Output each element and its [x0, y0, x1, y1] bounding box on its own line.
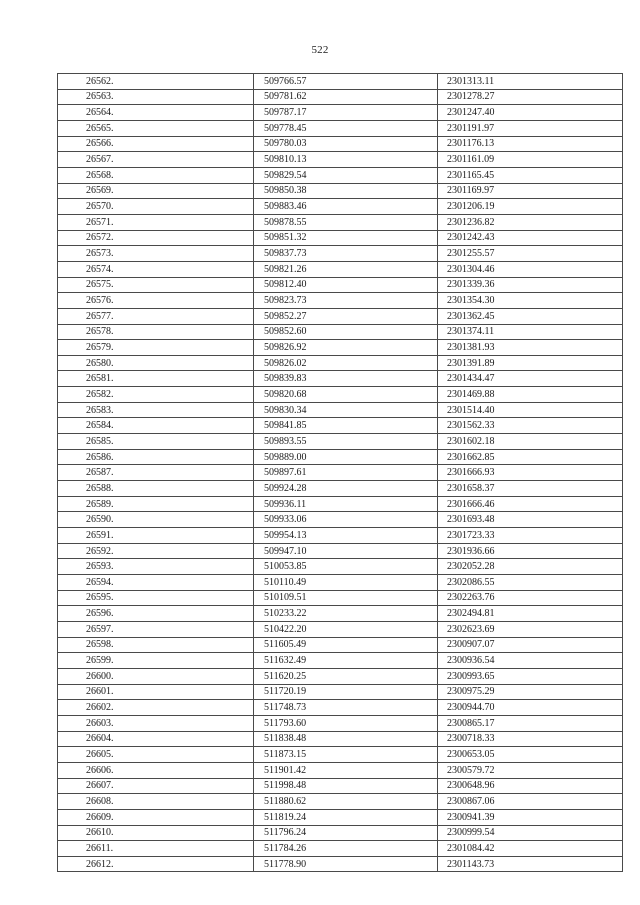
- coordinates-table: [57, 73, 623, 872]
- x-coordinate-cell: 509820.68: [254, 387, 438, 403]
- table-row: [58, 199, 623, 215]
- table-row: [58, 293, 623, 309]
- y-coordinate-cell: 2301391.89: [438, 355, 623, 371]
- x-coordinate-cell: 509852.27: [254, 308, 438, 324]
- point-number-cell: 26611.: [58, 841, 254, 857]
- point-number-cell: 26584.: [58, 418, 254, 434]
- y-coordinate-cell: 2300993.65: [438, 668, 623, 684]
- y-coordinate-cell: 2301161.09: [438, 152, 623, 168]
- table-row: [58, 762, 623, 778]
- x-coordinate-cell: 511819.24: [254, 809, 438, 825]
- point-number-cell: 26580.: [58, 355, 254, 371]
- point-number-cell: 26598.: [58, 637, 254, 653]
- y-coordinate-cell: 2300865.17: [438, 715, 623, 731]
- y-coordinate-cell: 2301723.33: [438, 528, 623, 544]
- x-coordinate-cell: 509810.13: [254, 152, 438, 168]
- table-row: [58, 105, 623, 121]
- x-coordinate-cell: 509889.00: [254, 449, 438, 465]
- table-row: [58, 371, 623, 387]
- table-row: [58, 668, 623, 684]
- table-row: [58, 841, 623, 857]
- y-coordinate-cell: 2301662.85: [438, 449, 623, 465]
- point-number-cell: 26604.: [58, 731, 254, 747]
- y-coordinate-cell: 2301514.40: [438, 402, 623, 418]
- point-number-cell: 26608.: [58, 794, 254, 810]
- point-number-cell: 26600.: [58, 668, 254, 684]
- table-row: [58, 214, 623, 230]
- point-number-cell: 26593.: [58, 559, 254, 575]
- point-number-cell: 26601.: [58, 684, 254, 700]
- x-coordinate-cell: 509812.40: [254, 277, 438, 293]
- y-coordinate-cell: 2301362.45: [438, 308, 623, 324]
- y-coordinate-cell: 2301381.93: [438, 340, 623, 356]
- table-row: [58, 809, 623, 825]
- x-coordinate-cell: 509852.60: [254, 324, 438, 340]
- table-row: [58, 418, 623, 434]
- point-number-cell: 26588.: [58, 481, 254, 497]
- coordinates-table-container: [57, 73, 572, 872]
- table-row: [58, 183, 623, 199]
- x-coordinate-cell: 509924.28: [254, 481, 438, 497]
- y-coordinate-cell: 2301562.33: [438, 418, 623, 434]
- point-number-cell: 26599.: [58, 653, 254, 669]
- table-row: [58, 340, 623, 356]
- point-number-cell: 26572.: [58, 230, 254, 246]
- x-coordinate-cell: 509766.57: [254, 74, 438, 90]
- y-coordinate-cell: 2301666.46: [438, 496, 623, 512]
- x-coordinate-cell: 509841.85: [254, 418, 438, 434]
- point-number-cell: 26607.: [58, 778, 254, 794]
- table-row: [58, 355, 623, 371]
- x-coordinate-cell: 511873.15: [254, 747, 438, 763]
- point-number-cell: 26562.: [58, 74, 254, 90]
- point-number-cell: 26579.: [58, 340, 254, 356]
- x-coordinate-cell: 511998.48: [254, 778, 438, 794]
- x-coordinate-cell: 511880.62: [254, 794, 438, 810]
- table-row: [58, 481, 623, 497]
- coordinates-table-body: [58, 74, 623, 872]
- y-coordinate-cell: 2301255.57: [438, 246, 623, 262]
- point-number-cell: 26564.: [58, 105, 254, 121]
- x-coordinate-cell: 509897.61: [254, 465, 438, 481]
- table-row: [58, 590, 623, 606]
- y-coordinate-cell: 2301084.42: [438, 841, 623, 857]
- table-row: [58, 621, 623, 637]
- table-row: [58, 465, 623, 481]
- table-row: [58, 606, 623, 622]
- table-row: [58, 856, 623, 872]
- x-coordinate-cell: 511632.49: [254, 653, 438, 669]
- y-coordinate-cell: 2301278.27: [438, 89, 623, 105]
- table-row: [58, 543, 623, 559]
- x-coordinate-cell: 510233.22: [254, 606, 438, 622]
- page-number: 522: [311, 44, 329, 56]
- table-row: [58, 559, 623, 575]
- x-coordinate-cell: 510109.51: [254, 590, 438, 606]
- point-number-cell: 26583.: [58, 402, 254, 418]
- x-coordinate-cell: 511838.48: [254, 731, 438, 747]
- point-number-cell: 26567.: [58, 152, 254, 168]
- point-number-cell: 26606.: [58, 762, 254, 778]
- point-number-cell: 26594.: [58, 575, 254, 591]
- x-coordinate-cell: 509837.73: [254, 246, 438, 262]
- point-number-cell: 26574.: [58, 261, 254, 277]
- point-number-cell: 26603.: [58, 715, 254, 731]
- table-row: [58, 261, 623, 277]
- point-number-cell: 26570.: [58, 199, 254, 215]
- x-coordinate-cell: 509780.03: [254, 136, 438, 152]
- y-coordinate-cell: 2301206.19: [438, 199, 623, 215]
- x-coordinate-cell: 510053.85: [254, 559, 438, 575]
- x-coordinate-cell: 509851.32: [254, 230, 438, 246]
- x-coordinate-cell: 511748.73: [254, 700, 438, 716]
- y-coordinate-cell: 2302623.69: [438, 621, 623, 637]
- x-coordinate-cell: 509878.55: [254, 214, 438, 230]
- x-coordinate-cell: 509826.92: [254, 340, 438, 356]
- y-coordinate-cell: 2301169.97: [438, 183, 623, 199]
- x-coordinate-cell: 511793.60: [254, 715, 438, 731]
- x-coordinate-cell: 509787.17: [254, 105, 438, 121]
- x-coordinate-cell: 509781.62: [254, 89, 438, 105]
- table-row: [58, 575, 623, 591]
- y-coordinate-cell: 2300867.06: [438, 794, 623, 810]
- x-coordinate-cell: 511620.25: [254, 668, 438, 684]
- point-number-cell: 26571.: [58, 214, 254, 230]
- x-coordinate-cell: 511901.42: [254, 762, 438, 778]
- x-coordinate-cell: 511796.24: [254, 825, 438, 841]
- y-coordinate-cell: 2300999.54: [438, 825, 623, 841]
- point-number-cell: 26605.: [58, 747, 254, 763]
- y-coordinate-cell: 2301693.48: [438, 512, 623, 528]
- table-row: [58, 794, 623, 810]
- x-coordinate-cell: 509936.11: [254, 496, 438, 512]
- table-row: [58, 120, 623, 136]
- x-coordinate-cell: 511784.26: [254, 841, 438, 857]
- table-row: [58, 825, 623, 841]
- point-number-cell: 26590.: [58, 512, 254, 528]
- x-coordinate-cell: 510422.20: [254, 621, 438, 637]
- y-coordinate-cell: 2301176.13: [438, 136, 623, 152]
- table-row: [58, 684, 623, 700]
- x-coordinate-cell: 509830.34: [254, 402, 438, 418]
- y-coordinate-cell: 2300936.54: [438, 653, 623, 669]
- y-coordinate-cell: 2300944.70: [438, 700, 623, 716]
- point-number-cell: 26609.: [58, 809, 254, 825]
- point-number-cell: 26576.: [58, 293, 254, 309]
- y-coordinate-cell: 2301236.82: [438, 214, 623, 230]
- x-coordinate-cell: 511778.90: [254, 856, 438, 872]
- point-number-cell: 26565.: [58, 120, 254, 136]
- y-coordinate-cell: 2301936.66: [438, 543, 623, 559]
- y-coordinate-cell: 2302263.76: [438, 590, 623, 606]
- y-coordinate-cell: 2301602.18: [438, 434, 623, 450]
- point-number-cell: 26582.: [58, 387, 254, 403]
- table-row: [58, 778, 623, 794]
- x-coordinate-cell: 511605.49: [254, 637, 438, 653]
- y-coordinate-cell: 2301304.46: [438, 261, 623, 277]
- y-coordinate-cell: 2301242.43: [438, 230, 623, 246]
- x-coordinate-cell: 510110.49: [254, 575, 438, 591]
- table-row: [58, 731, 623, 747]
- point-number-cell: 26569.: [58, 183, 254, 199]
- table-row: [58, 324, 623, 340]
- x-coordinate-cell: 509826.02: [254, 355, 438, 371]
- y-coordinate-cell: 2300648.96: [438, 778, 623, 794]
- y-coordinate-cell: 2301374.11: [438, 324, 623, 340]
- table-row: [58, 152, 623, 168]
- point-number-cell: 26596.: [58, 606, 254, 622]
- y-coordinate-cell: 2301313.11: [438, 74, 623, 90]
- table-row: [58, 747, 623, 763]
- point-number-cell: 26585.: [58, 434, 254, 450]
- y-coordinate-cell: 2301469.88: [438, 387, 623, 403]
- table-row: [58, 449, 623, 465]
- table-row: [58, 89, 623, 105]
- x-coordinate-cell: 509778.45: [254, 120, 438, 136]
- table-row: [58, 246, 623, 262]
- point-number-cell: 26597.: [58, 621, 254, 637]
- point-number-cell: 26575.: [58, 277, 254, 293]
- point-number-cell: 26602.: [58, 700, 254, 716]
- table-row: [58, 387, 623, 403]
- y-coordinate-cell: 2301666.93: [438, 465, 623, 481]
- table-row: [58, 653, 623, 669]
- table-row: [58, 74, 623, 90]
- table-row: [58, 402, 623, 418]
- y-coordinate-cell: 2301143.73: [438, 856, 623, 872]
- table-row: [58, 167, 623, 183]
- y-coordinate-cell: 2302052.28: [438, 559, 623, 575]
- y-coordinate-cell: 2301339.36: [438, 277, 623, 293]
- y-coordinate-cell: 2300653.05: [438, 747, 623, 763]
- table-row: [58, 277, 623, 293]
- point-number-cell: 26610.: [58, 825, 254, 841]
- x-coordinate-cell: 509839.83: [254, 371, 438, 387]
- point-number-cell: 26586.: [58, 449, 254, 465]
- x-coordinate-cell: 509821.26: [254, 261, 438, 277]
- table-row: [58, 637, 623, 653]
- table-row: [58, 230, 623, 246]
- y-coordinate-cell: 2301434.47: [438, 371, 623, 387]
- y-coordinate-cell: 2300579.72: [438, 762, 623, 778]
- y-coordinate-cell: 2300718.33: [438, 731, 623, 747]
- table-row: [58, 528, 623, 544]
- table-row: [58, 512, 623, 528]
- table-row: [58, 308, 623, 324]
- table-row: [58, 700, 623, 716]
- x-coordinate-cell: 509829.54: [254, 167, 438, 183]
- point-number-cell: 26592.: [58, 543, 254, 559]
- y-coordinate-cell: 2301247.40: [438, 105, 623, 121]
- y-coordinate-cell: 2301354.30: [438, 293, 623, 309]
- x-coordinate-cell: 509893.55: [254, 434, 438, 450]
- point-number-cell: 26578.: [58, 324, 254, 340]
- table-row: [58, 434, 623, 450]
- point-number-cell: 26591.: [58, 528, 254, 544]
- table-row: [58, 715, 623, 731]
- point-number-cell: 26566.: [58, 136, 254, 152]
- y-coordinate-cell: 2301165.45: [438, 167, 623, 183]
- point-number-cell: 26573.: [58, 246, 254, 262]
- point-number-cell: 26568.: [58, 167, 254, 183]
- y-coordinate-cell: 2302494.81: [438, 606, 623, 622]
- point-number-cell: 26595.: [58, 590, 254, 606]
- x-coordinate-cell: 511720.19: [254, 684, 438, 700]
- y-coordinate-cell: 2300907.07: [438, 637, 623, 653]
- y-coordinate-cell: 2300941.39: [438, 809, 623, 825]
- point-number-cell: 26587.: [58, 465, 254, 481]
- x-coordinate-cell: 509954.13: [254, 528, 438, 544]
- point-number-cell: 26563.: [58, 89, 254, 105]
- table-row: [58, 136, 623, 152]
- x-coordinate-cell: 509933.06: [254, 512, 438, 528]
- point-number-cell: 26612.: [58, 856, 254, 872]
- point-number-cell: 26577.: [58, 308, 254, 324]
- x-coordinate-cell: 509883.46: [254, 199, 438, 215]
- x-coordinate-cell: 509823.73: [254, 293, 438, 309]
- x-coordinate-cell: 509947.10: [254, 543, 438, 559]
- y-coordinate-cell: 2300975.29: [438, 684, 623, 700]
- x-coordinate-cell: 509850.38: [254, 183, 438, 199]
- y-coordinate-cell: 2301658.37: [438, 481, 623, 497]
- y-coordinate-cell: 2301191.97: [438, 120, 623, 136]
- y-coordinate-cell: 2302086.55: [438, 575, 623, 591]
- table-row: [58, 496, 623, 512]
- point-number-cell: 26589.: [58, 496, 254, 512]
- point-number-cell: 26581.: [58, 371, 254, 387]
